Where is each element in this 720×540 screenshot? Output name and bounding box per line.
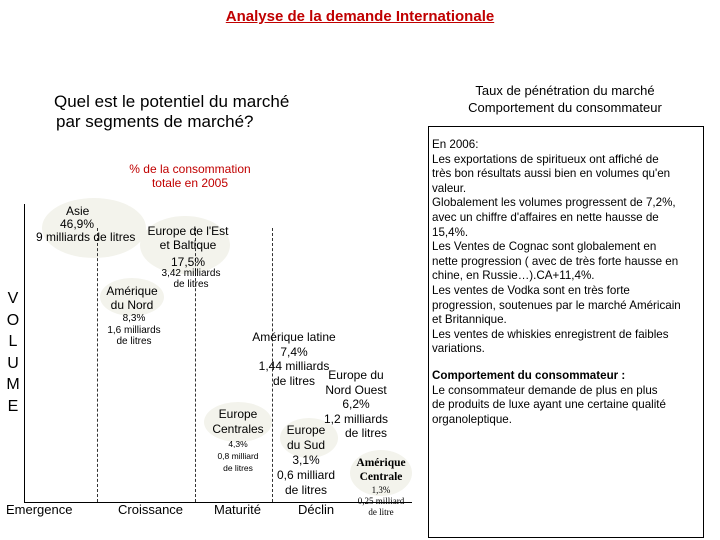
panel-line: avec un chiffre d'affaires en nette hausse de [432,210,659,224]
segment-volume: de litres [223,463,253,473]
segment-volume: de litres [272,373,316,388]
segment-pct: 1,3% [371,485,391,495]
right-heading-line-1: Taux de pénétration du marché [475,83,655,98]
segment-volume: 1,6 milliards [107,324,161,336]
segment-name: du Nord [110,298,154,312]
panel-line: Les ventes de Vodka sont en très forte [432,283,630,297]
segment-volume: 1,44 milliards [258,359,330,373]
segment-name: et Baltique [159,238,217,252]
panel-line: variations. [432,342,485,356]
segment-europe-centrale-stats [208,438,268,474]
segment-pct: 7,4% [280,344,308,359]
stage-maturite: Maturité [214,502,261,517]
panel-line: nette progression ( avec de très forte hausse en [432,254,679,268]
segment-volume: de litres [344,426,388,440]
stage-croissance: Croissance [118,502,184,517]
segment-volume: 0,6 milliard [276,468,336,482]
stage-emergence: Emergence [6,502,73,517]
volume-letter: O [6,311,20,329]
volume-axis-label [6,288,20,417]
segment-amerique-centrale-stats [346,485,416,518]
consumer-behavior-title: Comportement du consommateur : [432,368,626,382]
panel-line: Les exportations de spiritueux ont affiché de [432,152,659,166]
segment-volume: 0,25 milliard [357,496,405,506]
segment-volume: 0,8 milliard [217,451,259,461]
panel-line: Globalement les volumes progressent de 7,2%, [432,196,676,210]
stage-declin: Déclin [298,502,335,517]
segment-volume: de litres [173,279,209,290]
segment-pct: 46,9% [60,217,95,231]
segment-pct: 6,2% [342,397,370,411]
panel-line: Le consommateur demande de plus en plus [432,383,658,397]
segment-volume: 9 milliards de litres [36,230,136,244]
segment-pct: 17,5% [170,255,206,269]
panel-line: et Britannique. [432,313,507,327]
volume-letter: M [6,376,20,393]
segment-amerique-nord [94,284,170,312]
segment-name: Centrales [212,421,264,436]
stage-divider [97,228,98,502]
segment-volume: de litres [284,483,328,497]
segment-name: Amérique latine [252,330,336,344]
segment-amerique-nord-stats [98,313,170,348]
segment-name: Europe [286,423,326,437]
chart-label-line-1: % de la consommation [129,162,251,176]
segment-name: du Sud [286,438,326,452]
segment-name: Amérique [106,284,158,298]
segment-pct: 3,1% [292,453,320,467]
segment-europe-est [142,224,234,269]
page-title: Analyse de la demande Internationale [225,8,495,25]
panel-line: Les ventes de whiskies enregistrent de faibles [432,327,669,341]
segment-volume: de litres [116,336,152,347]
panel-line: chine, en Russie…).CA+11,4%. [432,269,595,283]
volume-letter: E [7,397,19,415]
segment-asie [36,205,146,244]
segment-amerique-centrale [346,456,416,484]
segment-name: Nord Ouest [325,382,387,397]
segment-name: Asie [66,204,90,218]
chart-label-line-2: totale en 2005 [151,176,229,190]
right-heading-line-2: Comportement du consommateur [468,100,662,115]
question-heading [54,92,289,132]
segment-pct: 8,3% [122,313,146,324]
panel-line: Les Ventes de Cognac sont globalement en [432,240,657,254]
question-line-1: Quel est le potentiel du marché [54,92,290,111]
segment-name: Europe du [328,368,384,382]
segment-volume: 3,42 milliards [161,268,221,279]
panel-line: valeur. [432,181,467,195]
panel-line: 15,4%. [432,225,469,239]
segment-pct: 4,3% [228,439,248,449]
right-heading [440,82,690,116]
segment-name: Europe de l'Est [147,224,229,238]
segment-volume: de litre [368,507,394,517]
panel-line: très bon résultats aussi bien en volumes qu'en [432,167,671,181]
segment-name: Europe [218,407,258,421]
segment-name: Amérique [356,457,406,469]
info-panel-text [432,138,698,427]
segment-name: Centrale [359,471,403,483]
panel-line: de produits de luxe ayant une certaine qualité [432,398,666,412]
segment-europe-centrale [200,407,276,436]
chart-label [120,162,260,190]
volume-letter: L [8,333,18,350]
panel-line: organoleptique. [432,412,512,426]
panel-line: progression, soutenues par le marché Américain [432,298,681,312]
panel-line: En 2006: [432,138,479,151]
segment-volume: 1,2 milliards [323,411,389,426]
volume-letter: U [7,354,19,372]
question-line-2: par segments de marché? [56,112,254,131]
segment-europe-sud [266,423,346,498]
y-axis [24,204,25,502]
volume-letter: V [7,290,19,307]
